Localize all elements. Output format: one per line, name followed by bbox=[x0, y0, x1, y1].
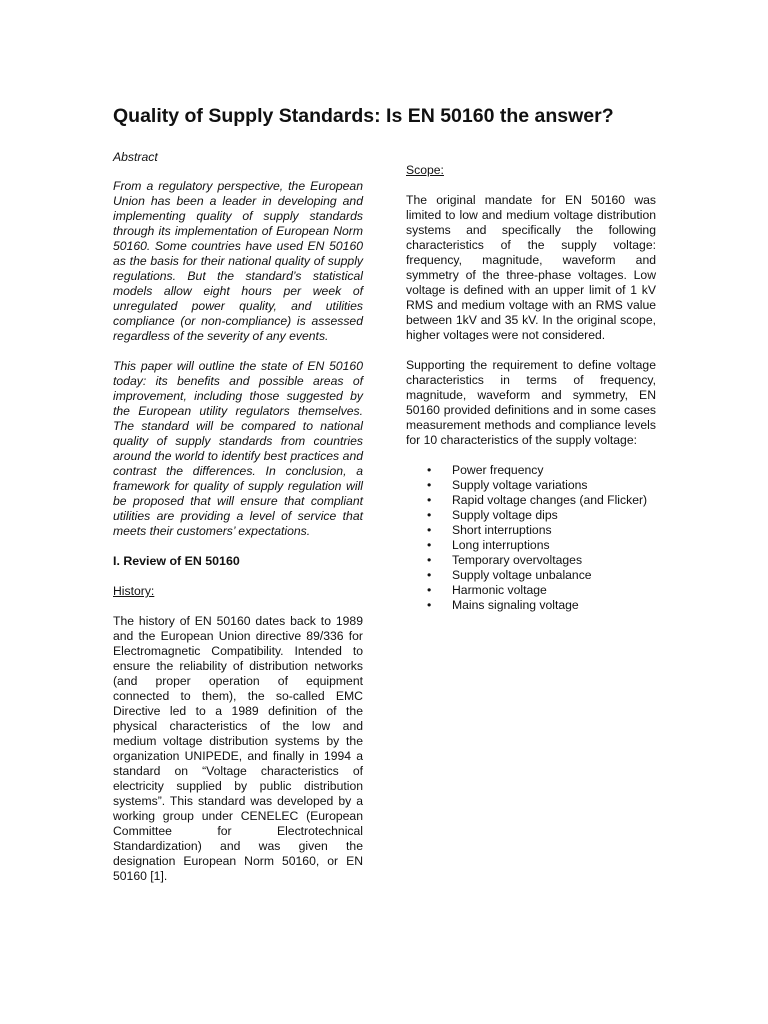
list-item: • Power frequency bbox=[406, 463, 656, 478]
scope-heading: Scope: bbox=[406, 163, 444, 177]
abstract-paragraph-2: This paper will outline the state of EN 50160 today: its benefits and possible areas of improvement, including those suggested by the European utility regulators themselves. The standard will be compared to national quality of supply standards from countries around the world to identify best practices and contrast the differences. In conclusion, a framework for quality of supply regulation will be proposed that will ensure that compliant utilities are providing a level of service that meets their customers’ expectations. bbox=[113, 359, 363, 538]
list-item: • Supply voltage variations bbox=[406, 478, 656, 493]
scope-paragraph-1: The original mandate for EN 50160 was limited to low and medium voltage distribution systems and specifically the following characteristics of the supply voltage: frequency, magnitude, waveform and symmetry of the three-phase voltages. Low voltage is defined with an upper limit of 1 kV RMS and medium voltage with an RMS value between 1kV and 35 kV. In the original scope, higher voltages were not considered. bbox=[406, 193, 656, 342]
list-item: • Short interruptions bbox=[406, 523, 656, 538]
list-item: • Mains signaling voltage bbox=[406, 598, 656, 613]
list-item: • Supply voltage dips bbox=[406, 508, 656, 523]
section-heading-review: I. Review of EN 50160 bbox=[113, 554, 240, 568]
list-item: • Temporary overvoltages bbox=[406, 553, 656, 568]
history-paragraph: The history of EN 50160 dates back to 1989 and the European Union directive 89/336 for Electromagnetic Compatibility. Intended to ensure the reliability of distribution networks (and proper operation of equipment connected to them), the so-called EMC Directive led to a 1989 definition of the physical characteristics of the low and medium voltage distribution systems by the organization UNIPEDE, and finally in 1994 a standard on “Voltage characteristics of electricity supplied by public distribution systems”. This standard was developed by a working group under CENELEC (European Committee for Electrotechnical Standardization) and was given the designation European Norm 50160, or EN 50160 [1]. bbox=[113, 614, 363, 883]
history-heading: History: bbox=[113, 584, 155, 598]
list-item: • Supply voltage unbalance bbox=[406, 568, 656, 583]
right-column bbox=[406, 163, 656, 613]
scope-paragraph-2: Supporting the requirement to define voltage characteristics in terms of frequency, magnitude, waveform and symmetry, EN 50160 provided definitions and in some cases measurement methods and compliance levels for 10 characteristics of the supply voltage: bbox=[406, 358, 656, 447]
list-item: • Long interruptions bbox=[406, 538, 656, 553]
list-item: • Rapid voltage changes (and Flicker) bbox=[406, 493, 656, 508]
list-item: • Harmonic voltage bbox=[406, 583, 656, 598]
abstract-paragraph-1: From a regulatory perspective, the European Union has been a leader in developing and implementing quality of supply standards through its implementation of European Norm 50160. Some countries have used EN 50160 as the basis for their national quality of supply regulations. But the standard’s statistical models allow eight hours per week of unregulated power quality, and utilities compliance (or non-compliance) is assessed regardless of the severity of any events. bbox=[113, 179, 363, 343]
characteristics-list bbox=[406, 463, 656, 613]
left-column bbox=[113, 150, 363, 884]
paper-title: Quality of Supply Standards: Is EN 50160 the answer? bbox=[113, 105, 614, 127]
abstract-label: Abstract bbox=[113, 150, 158, 164]
